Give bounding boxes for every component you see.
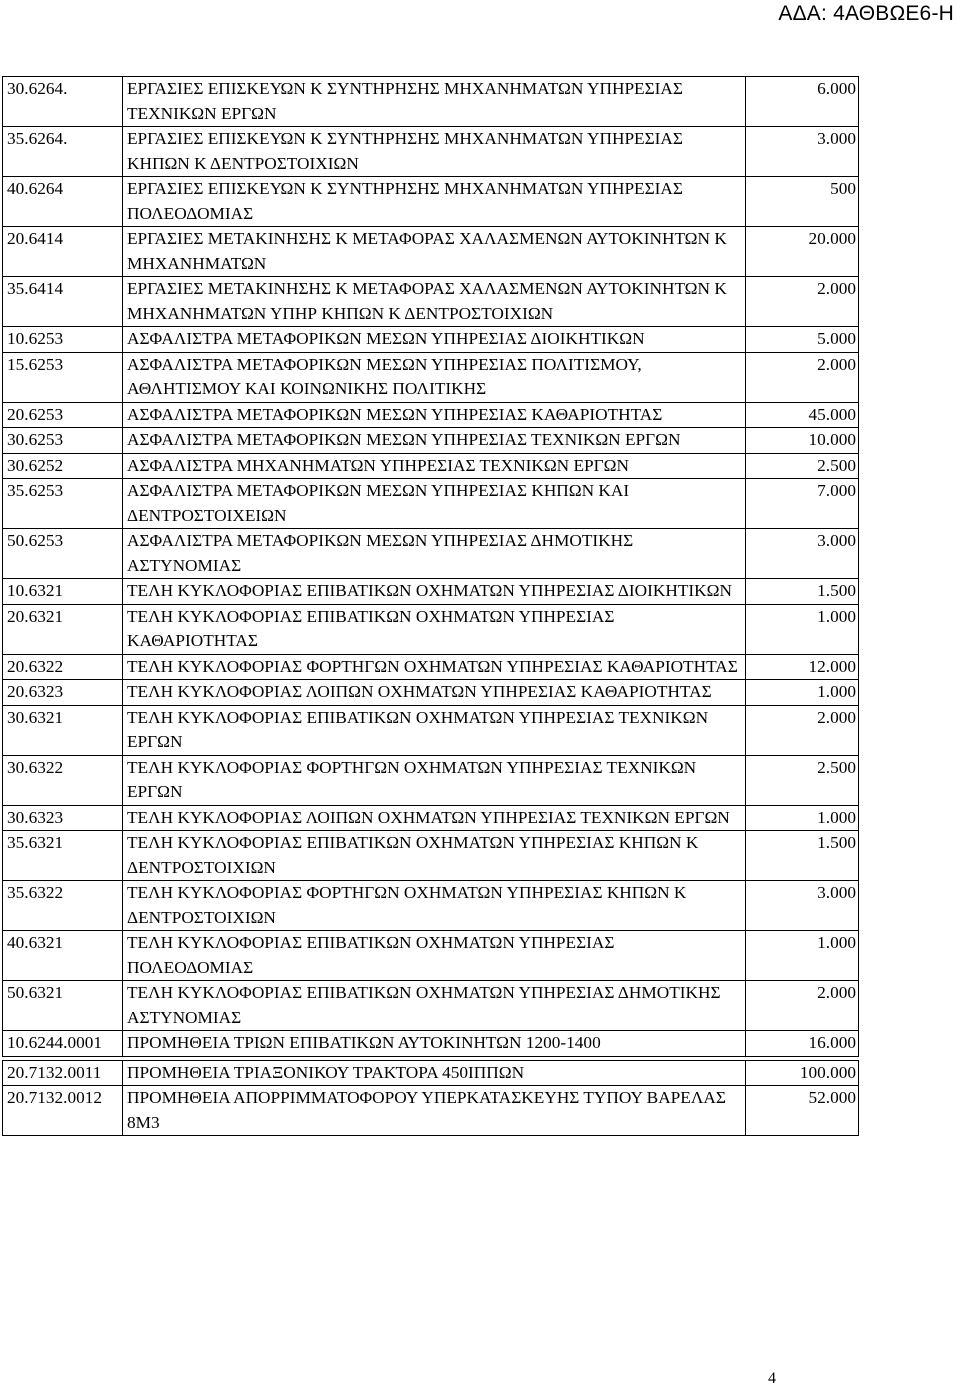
row-amount: 5.000 <box>746 327 859 353</box>
row-description: ΤΕΛΗ ΚΥΚΛΟΦΟΡΙΑΣ ΕΠΙΒΑΤΙΚΩΝ ΟΧΗΜΑΤΩΝ ΥΠΗΡΕΣΙΑΣ ΚΗΠΩΝ Κ ΔΕΝΤΡΟΣΤΟΙΧΙΩΝ <box>123 831 746 881</box>
row-code: 20.7132.0011 <box>3 1060 123 1086</box>
row-description: ΕΡΓΑΣΙΕΣ ΕΠΙΣΚΕΥΩΝ Κ ΣΥΝΤΗΡΗΣΗΣ ΜΗΧΑΝΗΜΑΤΩΝ ΥΠΗΡΕΣΙΑΣ ΤΕΧΝΙΚΩΝ ΕΡΓΩΝ <box>123 77 746 127</box>
row-description: ΤΕΛΗ ΚΥΚΛΟΦΟΡΙΑΣ ΕΠΙΒΑΤΙΚΩΝ ΟΧΗΜΑΤΩΝ ΥΠΗΡΕΣΙΑΣ ΔΙΟΙΚΗΤΙΚΩΝ <box>123 579 746 605</box>
row-code: 50.6321 <box>3 981 123 1031</box>
table-row <box>3 352 859 402</box>
row-code: 50.6253 <box>3 529 123 579</box>
table-row <box>3 705 859 755</box>
table-row <box>3 529 859 579</box>
row-amount: 20.000 <box>746 227 859 277</box>
table-row <box>3 604 859 654</box>
table-row <box>3 327 859 353</box>
row-description: ΤΕΛΗ ΚΥΚΛΟΦΟΡΙΑΣ ΕΠΙΒΑΤΙΚΩΝ ΟΧΗΜΑΤΩΝ ΥΠΗΡΕΣΙΑΣ ΔΗΜΟΤΙΚΗΣ ΑΣΤΥΝΟΜΙΑΣ <box>123 981 746 1031</box>
table-row <box>3 453 859 479</box>
row-description: ΤΕΛΗ ΚΥΚΛΟΦΟΡΙΑΣ ΛΟΙΠΩΝ ΟΧΗΜΑΤΩΝ ΥΠΗΡΕΣΙΑΣ ΤΕΧΝΙΚΩΝ ΕΡΓΩΝ <box>123 805 746 831</box>
row-amount: 7.000 <box>746 479 859 529</box>
row-code: 10.6253 <box>3 327 123 353</box>
table-row <box>3 428 859 454</box>
row-description: ΑΣΦΑΛΙΣΤΡΑ ΜΕΤΑΦΟΡΙΚΩΝ ΜΕΣΩΝ ΥΠΗΡΕΣΙΑΣ ΤΕΧΝΙΚΩΝ ΕΡΓΩΝ <box>123 428 746 454</box>
table-row <box>3 1086 859 1136</box>
row-description: ΠΡΟΜΗΘΕΙΑ ΤΡΙΑΞΟΝΙΚΟΥ ΤΡΑΚΤΟΡΑ 450ΙΠΠΩΝ <box>123 1060 746 1086</box>
row-code: 30.6253 <box>3 428 123 454</box>
row-description: ΑΣΦΑΛΙΣΤΡΑ ΜΕΤΑΦΟΡΙΚΩΝ ΜΕΣΩΝ ΥΠΗΡΕΣΙΑΣ ΔΗΜΟΤΙΚΗΣ ΑΣΤΥΝΟΜΙΑΣ <box>123 529 746 579</box>
row-amount: 3.000 <box>746 127 859 177</box>
row-amount: 2.000 <box>746 352 859 402</box>
row-amount: 2.500 <box>746 755 859 805</box>
table-row <box>3 1031 859 1057</box>
row-code: 20.6321 <box>3 604 123 654</box>
row-amount: 1.000 <box>746 931 859 981</box>
table-row <box>3 277 859 327</box>
table-row <box>3 479 859 529</box>
row-amount: 3.000 <box>746 881 859 931</box>
table-row <box>3 805 859 831</box>
table-row <box>3 654 859 680</box>
row-amount: 100.000 <box>746 1060 859 1086</box>
table-row <box>3 755 859 805</box>
row-code: 10.6244.0001 <box>3 1031 123 1057</box>
row-description: ΤΕΛΗ ΚΥΚΛΟΦΟΡΙΑΣ ΦΟΡΤΗΓΩΝ ΟΧΗΜΑΤΩΝ ΥΠΗΡΕΣΙΑΣ ΚΑΘΑΡΙΟΤΗΤΑΣ <box>123 654 746 680</box>
row-description: ΕΡΓΑΣΙΕΣ ΕΠΙΣΚΕΥΩΝ Κ ΣΥΝΤΗΡΗΣΗΣ ΜΗΧΑΝΗΜΑΤΩΝ ΥΠΗΡΕΣΙΑΣ ΠΟΛΕΟΔΟΜΙΑΣ <box>123 177 746 227</box>
row-description: ΤΕΛΗ ΚΥΚΛΟΦΟΡΙΑΣ ΦΟΡΤΗΓΩΝ ΟΧΗΜΑΤΩΝ ΥΠΗΡΕΣΙΑΣ ΤΕΧΝΙΚΩΝ ΕΡΓΩΝ <box>123 755 746 805</box>
row-code: 20.6253 <box>3 402 123 428</box>
row-code: 30.6264. <box>3 77 123 127</box>
row-code: 35.6253 <box>3 479 123 529</box>
row-amount: 500 <box>746 177 859 227</box>
row-amount: 16.000 <box>746 1031 859 1057</box>
row-description: ΑΣΦΑΛΙΣΤΡΑ ΜΗΧΑΝΗΜΑΤΩΝ ΥΠΗΡΕΣΙΑΣ ΤΕΧΝΙΚΩΝ ΕΡΓΩΝ <box>123 453 746 479</box>
row-code: 30.6322 <box>3 755 123 805</box>
row-amount: 1.500 <box>746 831 859 881</box>
row-amount: 2.500 <box>746 453 859 479</box>
table-row <box>3 177 859 227</box>
row-description: ΠΡΟΜΗΘΕΙΑ ΑΠΟΡΡΙΜΜΑΤΟΦΟΡΟΥ ΥΠΕΡΚΑΤΑΣΚΕΥΗΣ ΤΥΠΟΥ ΒΑΡΕΛΑΣ 8Μ3 <box>123 1086 746 1136</box>
row-code: 30.6321 <box>3 705 123 755</box>
row-amount: 52.000 <box>746 1086 859 1136</box>
row-description: ΑΣΦΑΛΙΣΤΡΑ ΜΕΤΑΦΟΡΙΚΩΝ ΜΕΣΩΝ ΥΠΗΡΕΣΙΑΣ ΚΗΠΩΝ ΚΑΙ ΔΕΝΤΡΟΣΤΟΙΧΕΙΩΝ <box>123 479 746 529</box>
row-description: ΕΡΓΑΣΙΕΣ ΜΕΤΑΚΙΝΗΣΗΣ Κ ΜΕΤΑΦΟΡΑΣ ΧΑΛΑΣΜΕΝΩΝ ΑΥΤΟΚΙΝΗΤΩΝ Κ ΜΗΧΑΝΗΜΑΤΩΝ <box>123 227 746 277</box>
row-code: 15.6253 <box>3 352 123 402</box>
row-code: 40.6264 <box>3 177 123 227</box>
table-row <box>3 579 859 605</box>
row-amount: 45.000 <box>746 402 859 428</box>
row-code: 35.6322 <box>3 881 123 931</box>
table-row <box>3 981 859 1031</box>
row-code: 20.7132.0012 <box>3 1086 123 1136</box>
row-code: 20.6322 <box>3 654 123 680</box>
row-amount: 2.000 <box>746 705 859 755</box>
table-row <box>3 931 859 981</box>
budget-table <box>2 76 859 1136</box>
row-code: 20.6323 <box>3 680 123 706</box>
table-row <box>3 881 859 931</box>
row-description: ΤΕΛΗ ΚΥΚΛΟΦΟΡΙΑΣ ΛΟΙΠΩΝ ΟΧΗΜΑΤΩΝ ΥΠΗΡΕΣΙΑΣ ΚΑΘΑΡΙΟΤΗΤΑΣ <box>123 680 746 706</box>
row-code: 10.6321 <box>3 579 123 605</box>
row-description: ΕΡΓΑΣΙΕΣ ΕΠΙΣΚΕΥΩΝ Κ ΣΥΝΤΗΡΗΣΗΣ ΜΗΧΑΝΗΜΑΤΩΝ ΥΠΗΡΕΣΙΑΣ ΚΗΠΩΝ Κ ΔΕΝΤΡΟΣΤΟΙΧΙΩΝ <box>123 127 746 177</box>
table-row <box>3 402 859 428</box>
row-amount: 2.000 <box>746 277 859 327</box>
table-row <box>3 680 859 706</box>
row-code: 35.6321 <box>3 831 123 881</box>
row-amount: 10.000 <box>746 428 859 454</box>
row-description: ΠΡΟΜΗΘΕΙΑ ΤΡΙΩΝ ΕΠΙΒΑΤΙΚΩΝ ΑΥΤΟΚΙΝΗΤΩΝ 1200-1400 <box>123 1031 746 1057</box>
row-code: 20.6414 <box>3 227 123 277</box>
row-description: ΑΣΦΑΛΙΣΤΡΑ ΜΕΤΑΦΟΡΙΚΩΝ ΜΕΣΩΝ ΥΠΗΡΕΣΙΑΣ ΚΑΘΑΡΙΟΤΗΤΑΣ <box>123 402 746 428</box>
row-description: ΑΣΦΑΛΙΣΤΡΑ ΜΕΤΑΦΟΡΙΚΩΝ ΜΕΣΩΝ ΥΠΗΡΕΣΙΑΣ ΠΟΛΙΤΙΣΜΟΥ, ΑΘΛΗΤΙΣΜΟΥ ΚΑΙ ΚΟΙΝΩΝΙΚΗΣ ΠΟΛΙΤΙΚΗΣ <box>123 352 746 402</box>
ada-code: ΑΔΑ: 4ΑΘΒΩΕ6-Η <box>778 2 954 25</box>
budget-table-body <box>3 77 859 1136</box>
row-amount: 1.000 <box>746 604 859 654</box>
table-row <box>3 77 859 127</box>
row-amount: 1.000 <box>746 680 859 706</box>
row-description: ΕΡΓΑΣΙΕΣ ΜΕΤΑΚΙΝΗΣΗΣ Κ ΜΕΤΑΦΟΡΑΣ ΧΑΛΑΣΜΕΝΩΝ ΑΥΤΟΚΙΝΗΤΩΝ Κ ΜΗΧΑΝΗΜΑΤΩΝ ΥΠΗΡ ΚΗΠΩΝ Κ ΔΕΝΤΡΟΣΤΟΙΧΙΩΝ <box>123 277 746 327</box>
row-description: ΤΕΛΗ ΚΥΚΛΟΦΟΡΙΑΣ ΕΠΙΒΑΤΙΚΩΝ ΟΧΗΜΑΤΩΝ ΥΠΗΡΕΣΙΑΣ ΤΕΧΝΙΚΩΝ ΕΡΓΩΝ <box>123 705 746 755</box>
row-description: ΤΕΛΗ ΚΥΚΛΟΦΟΡΙΑΣ ΕΠΙΒΑΤΙΚΩΝ ΟΧΗΜΑΤΩΝ ΥΠΗΡΕΣΙΑΣ ΠΟΛΕΟΔΟΜΙΑΣ <box>123 931 746 981</box>
row-amount: 1.500 <box>746 579 859 605</box>
row-amount: 1.000 <box>746 805 859 831</box>
row-amount: 2.000 <box>746 981 859 1031</box>
row-code: 35.6264. <box>3 127 123 177</box>
page-number: 4 <box>768 1370 776 1387</box>
row-description: ΤΕΛΗ ΚΥΚΛΟΦΟΡΙΑΣ ΦΟΡΤΗΓΩΝ ΟΧΗΜΑΤΩΝ ΥΠΗΡΕΣΙΑΣ ΚΗΠΩΝ Κ ΔΕΝΤΡΟΣΤΟΙΧΙΩΝ <box>123 881 746 931</box>
row-description: ΑΣΦΑΛΙΣΤΡΑ ΜΕΤΑΦΟΡΙΚΩΝ ΜΕΣΩΝ ΥΠΗΡΕΣΙΑΣ ΔΙΟΙΚΗΤΙΚΩΝ <box>123 327 746 353</box>
table-row <box>3 127 859 177</box>
row-code: 35.6414 <box>3 277 123 327</box>
table-row <box>3 227 859 277</box>
row-amount: 3.000 <box>746 529 859 579</box>
table-row <box>3 1060 859 1086</box>
row-amount: 12.000 <box>746 654 859 680</box>
row-code: 40.6321 <box>3 931 123 981</box>
row-amount: 6.000 <box>746 77 859 127</box>
row-code: 30.6323 <box>3 805 123 831</box>
row-description: ΤΕΛΗ ΚΥΚΛΟΦΟΡΙΑΣ ΕΠΙΒΑΤΙΚΩΝ ΟΧΗΜΑΤΩΝ ΥΠΗΡΕΣΙΑΣ ΚΑΘΑΡΙΟΤΗΤΑΣ <box>123 604 746 654</box>
table-row <box>3 831 859 881</box>
row-code: 30.6252 <box>3 453 123 479</box>
